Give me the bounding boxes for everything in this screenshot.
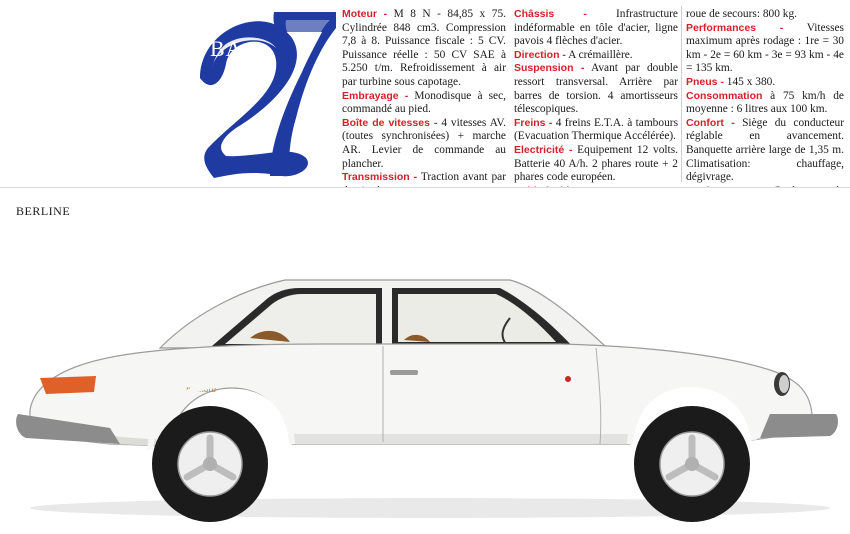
spec-moteur: Moteur - M 8 N - 84,85 x 75. Cylindrée 848 cm3. Compression 7,8 à 8. Puissance fiscale : 5 CV. Puissance réelle : 50 CV SAE à 5.250 t/m. Refroidissement à air par turbine sous capotage. [342,8,506,88]
spec-embrayage: Embrayage - Monodisque à sec, commandé au pied. [342,89,506,116]
front-bumper [760,414,838,438]
spec-poids-continued: roue de secours: 800 kg. [686,8,798,20]
brand-badge: panhard [186,384,217,394]
spec-performances: Performances - Vitesses maximum après rodage : 1re = 30 km - 2e = 60 km - 3e = 93 km - 4e = 135 km. [686,21,844,75]
sill-shade [292,434,630,444]
spec-transmission: Transmission - Traction avant par [342,171,507,184]
specs-column-2 [514,8,678,198]
car-photo-panel [0,187,850,534]
specs-column-1 [342,8,506,212]
front-wheel [634,406,750,522]
spec-boite-de-vitesses: Boîte de vitesses - 4 vitesses AV. (toutes synchronisées) + marche AR. Levier de commande au plancher. [342,116,507,170]
headlight-lens [779,375,789,393]
spec-suspension: Suspension - Avant par double ressort transversal. Arrière par barres de torsion. 4 amortisseurs télescopiques. [514,62,678,116]
spec-consommation: Consommation à 75 km/h de moyenne : 6 litres aux 100 km. [686,89,844,116]
logo-letters: BA [210,36,243,61]
door-handle [390,370,418,375]
spec-direction: Direction - A crémaillère. [514,48,633,61]
photo-caption: BERLINE [16,204,71,218]
spec-electricite: Electricité - Equipement 12 volts. Batterie 40 A/h. 2 phares route + 2 phares code européen. [514,143,678,184]
logo-numeral-graphic [196,8,338,178]
spec-confort: Confort - Siège du conducteur réglable en avancement. Banquette arrière large de 1,35 m. Climatisation: chauffage, dégivrage. [686,116,844,184]
spec-freins: Freins - 4 freins E.T.A. à tambours (Evacuation Thermique Accélérée). [514,116,678,143]
car-illustration [0,188,850,534]
spec-chassis: Châssis - Infrastructure indéformable en tôle d'acier, ligne pavois 4 flèches d'acier. [514,8,678,48]
model-logo [196,8,338,178]
rear-wheel [152,406,268,522]
column-divider [681,6,682,182]
tail-light [40,376,96,394]
side-marker-light [565,376,571,382]
spec-pneus: Pneus - 145 x 380. [686,75,776,88]
